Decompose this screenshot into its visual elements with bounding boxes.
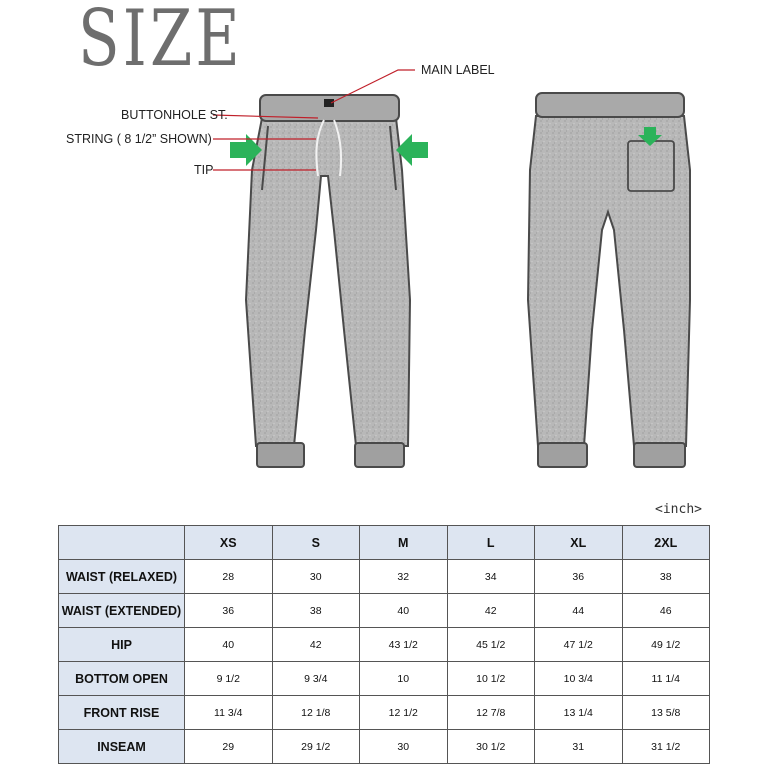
size-header-m: M	[360, 526, 448, 560]
back-waistband	[536, 93, 684, 117]
front-pants-body	[246, 118, 410, 446]
table-cell: 45 1/2	[447, 628, 535, 662]
size-header-xs: XS	[185, 526, 273, 560]
table-row	[59, 696, 710, 730]
table-cell: 30	[272, 560, 360, 594]
back-right-cuff	[634, 443, 685, 467]
table-cell: 30 1/2	[447, 730, 535, 764]
row-label: FRONT RISE	[59, 696, 185, 730]
table-cell: 10 1/2	[447, 662, 535, 696]
table-cell: 9 1/2	[185, 662, 273, 696]
table-cell: 49 1/2	[622, 628, 710, 662]
table-cell: 12 1/2	[360, 696, 448, 730]
table-cell: 42	[447, 594, 535, 628]
table-corner-cell	[59, 526, 185, 560]
size-header-2xl: 2XL	[622, 526, 710, 560]
row-label: BOTTOM OPEN	[59, 662, 185, 696]
row-label: INSEAM	[59, 730, 185, 764]
table-cell: 12 1/8	[272, 696, 360, 730]
back-left-cuff	[538, 443, 587, 467]
table-cell: 28	[185, 560, 273, 594]
size-header-xl: XL	[535, 526, 623, 560]
string-callout: STRING ( 8 1/2” SHOWN)	[66, 132, 212, 146]
back-pants-body	[528, 116, 690, 446]
table-row	[59, 662, 710, 696]
table-cell: 31	[535, 730, 623, 764]
row-label: HIP	[59, 628, 185, 662]
front-left-cuff	[257, 443, 304, 467]
table-row	[59, 730, 710, 764]
table-cell: 29	[185, 730, 273, 764]
buttonhole-callout: BUTTONHOLE ST.	[121, 108, 228, 122]
front-main-label	[324, 99, 334, 107]
table-cell: 9 3/4	[272, 662, 360, 696]
table-cell: 40	[185, 628, 273, 662]
table-cell: 10	[360, 662, 448, 696]
page-title: SIZE	[78, 0, 243, 84]
row-label: WAIST (EXTENDED)	[59, 594, 185, 628]
table-cell: 11 3/4	[185, 696, 273, 730]
table-cell: 40	[360, 594, 448, 628]
front-view-pants	[230, 95, 428, 467]
size-header-l: L	[447, 526, 535, 560]
table-cell: 13 1/4	[535, 696, 623, 730]
table-row	[59, 594, 710, 628]
table-header-row	[59, 526, 710, 560]
back-view-pants	[528, 93, 690, 467]
front-right-cuff	[355, 443, 404, 467]
table-cell: 38	[622, 560, 710, 594]
table-cell: 36	[535, 560, 623, 594]
table-cell: 10 3/4	[535, 662, 623, 696]
size-chart-table	[58, 525, 710, 764]
table-cell: 44	[535, 594, 623, 628]
table-cell: 30	[360, 730, 448, 764]
table-cell: 31 1/2	[622, 730, 710, 764]
table-cell: 32	[360, 560, 448, 594]
table-cell: 36	[185, 594, 273, 628]
table-row	[59, 560, 710, 594]
unit-label: <inch>	[655, 502, 702, 517]
table-cell: 38	[272, 594, 360, 628]
table-cell: 47 1/2	[535, 628, 623, 662]
table-cell: 29 1/2	[272, 730, 360, 764]
table-cell: 11 1/4	[622, 662, 710, 696]
table-cell: 13 5/8	[622, 696, 710, 730]
table-cell: 34	[447, 560, 535, 594]
main-label-callout: MAIN LABEL	[421, 63, 495, 77]
table-cell: 12 7/8	[447, 696, 535, 730]
table-cell: 46	[622, 594, 710, 628]
size-header-s: S	[272, 526, 360, 560]
row-label: WAIST (RELAXED)	[59, 560, 185, 594]
tip-callout: TIP	[194, 163, 214, 177]
table-cell: 42	[272, 628, 360, 662]
table-cell: 43 1/2	[360, 628, 448, 662]
table-row	[59, 628, 710, 662]
